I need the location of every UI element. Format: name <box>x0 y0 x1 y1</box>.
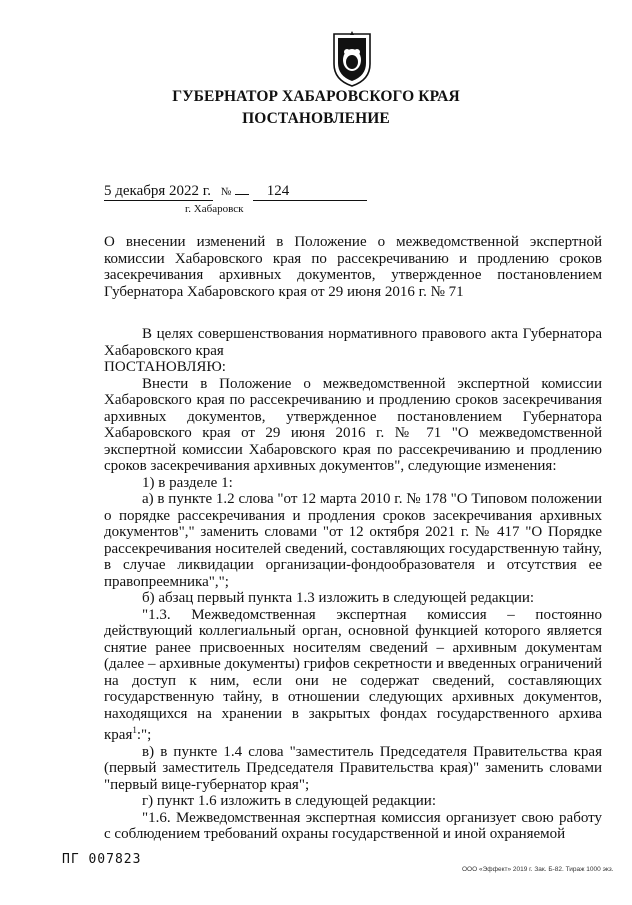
paragraph: 1) в разделе 1: <box>142 474 233 491</box>
document-city: г. Хабаровск <box>185 203 244 215</box>
document-subject: О внесении изменений в Положение о межведомственной экспертной комиссии Хабаровского края по рассекречиванию и продлению сроков засекречивания архивных документов, утвержденное постановлением Губернатора Хабаровского края от 29 июня 2016 г. № 71 <box>104 234 602 300</box>
issuer-title: ГУБЕРНАТОР ХАБАРОВСКОГО КРАЯ <box>172 88 460 105</box>
paragraph: г) пункт 1.6 изложить в следующей редакции: <box>142 793 436 809</box>
document-date: 5 декабря 2022 г. <box>104 183 211 199</box>
coat-of-arms-icon <box>328 30 376 88</box>
preamble: В целях совершенствования нормативного правового акта Губернатора Хабаровского края <box>104 326 602 359</box>
print-info: ООО «Эффект» 2019 г. Зак. Б-82. Тираж 1000 экз. <box>462 866 614 873</box>
document-type: ПОСТАНОВЛЕНИЕ <box>242 110 390 127</box>
document-number: 124 <box>253 183 367 201</box>
paragraph: а) в пункте 1.2 слова "от 12 марта 2010 г. № 178 "О Типовом положении о порядке рассекречивания и продления сроков засекречивания архивных документов"," заменить словами "от 12 октября 2021 г. № 417 "О Порядке рассекречивания носителей сведений, составляющих государственную тайну, в случае ликвидации организации-фондообразователя и отсутствия ее правопреемника","; <box>104 491 602 590</box>
paragraph: в) в пункте 1.4 слова "заместитель Председателя Правительства края (первый заместитель Председателя Правительства края)" заменить словами "первый вице-губернатор края"; <box>104 743 602 793</box>
paragraph: "1.6. Межведомственная экспертная комиссия организует свою работу с соблюдением требований охраны государственной и иной охраняемой <box>104 809 602 842</box>
date-number-line <box>104 183 367 201</box>
document-body <box>104 326 602 843</box>
paragraph: Внести в Положение о межведомственной экспертной комиссии Хабаровского края по рассекречиванию и продлению сроков засекречивания архивных документов, утвержденное постановлением Губернатора Хабаровского края от 29 июня 2016 г. № 71 "О межведомственной экспертной комиссии Хабаровского края по рассекречиванию и продлению сроков засекречивания архивных документов", следующие изменения: <box>104 375 602 474</box>
paragraph-text: "1.3. Межведомственная экспертная комиссия – постоянно действующий коллегиальный орган, основной функцией которого является снятие ранее присвоенных носителям сведений – архивным документам (далее – архивные документы) грифов секретности и введенных ограничений на доступ к ним, если они не содержат сведений, составляющих государственную тайну, в отношении следующих архивных документов, находящихся на хранении в закрытых фондах государственного архива края <box>104 606 602 743</box>
paragraph <box>104 607 602 744</box>
paragraph-end: :"; <box>136 727 152 743</box>
paragraph: б) абзац первый пункта 1.3 изложить в следующей редакции: <box>142 590 535 606</box>
form-serial-stamp: ПГ 007823 <box>62 852 142 867</box>
footnote-mark: 1 <box>132 725 137 735</box>
decree-word: ПОСТАНОВЛЯЮ: <box>104 359 226 375</box>
number-sign: № <box>220 186 232 198</box>
